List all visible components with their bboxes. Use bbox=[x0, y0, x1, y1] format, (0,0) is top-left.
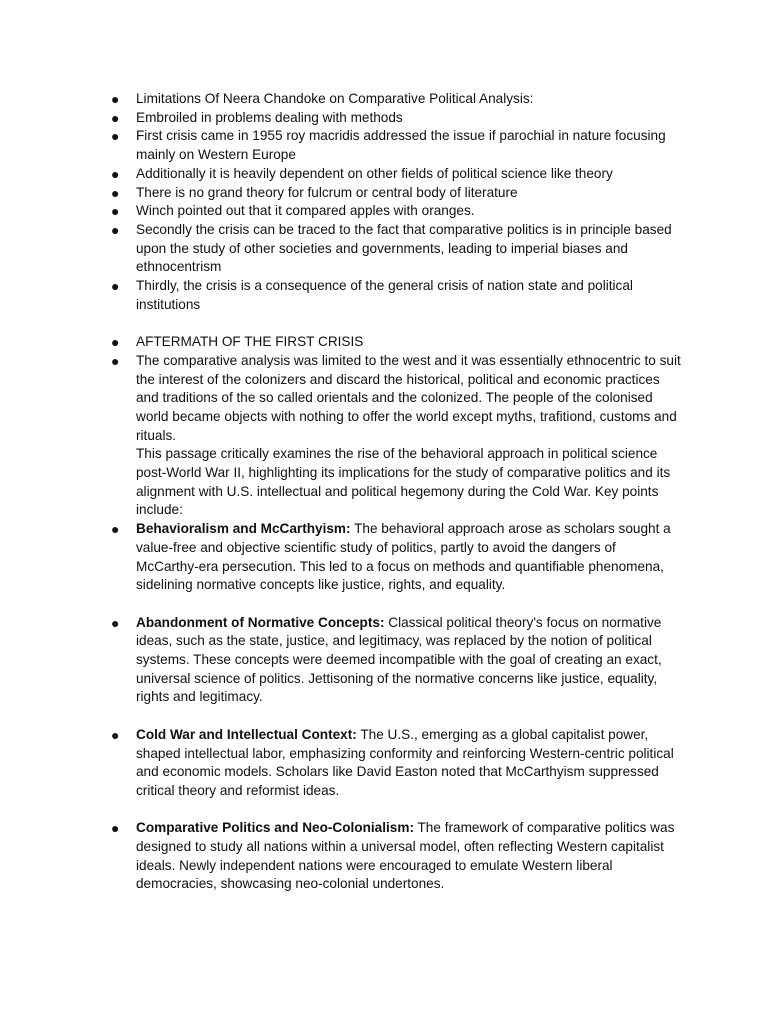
list-item-text: Secondly the crisis can be traced to the fact that comparative politics is in principle based upon the study of other societies and governments, leading to imperial biases and ethnocentrism bbox=[136, 221, 672, 275]
list-item-text: Limitations Of Neera Chandoke on Comparative Political Analysis: bbox=[136, 91, 534, 106]
key-point-title: Behavioralism and McCarthyism: bbox=[136, 521, 351, 537]
list-item bbox=[111, 277, 681, 314]
key-point-text: The framework of comparative politics was designed to study all nations within a universal model, often reflecting Western capitalist ideals. Newly independent nations were encouraged to emulate Western liberal democracies, showcasing neo-colonial undertones. bbox=[136, 820, 675, 892]
aftermath-item bbox=[111, 352, 681, 520]
list-item bbox=[111, 221, 681, 277]
key-point-text: Classical political theory's focus on normative ideas, such as the state, justice, and legitimacy, was replaced by the notion of political systems. These concepts were deemed incompatible with the goal of creating an exact, universal science of politics. Jettisoning of the normative concerns like justice, equality, rights and legitimacy. bbox=[136, 614, 662, 705]
aftermath-heading-item bbox=[111, 333, 681, 352]
key-point-title: Cold War and Intellectual Context: bbox=[136, 726, 357, 742]
key-point-title: Comparative Politics and Neo-Colonialism: bbox=[136, 820, 414, 836]
aftermath-paragraph: The comparative analysis was limited to the west and it was essentially ethnocentric to suit the interest of the colonizers and discard the historical, political and economic practices and traditions of the so called orientals and the colonized. The people of the colonised world became objects with nothing to offer the world except myths, trafitiond, customs and rituals. bbox=[136, 352, 681, 443]
bullet-icon: ● bbox=[111, 820, 120, 837]
key-point-text: The U.S., emerging as a global capitalist power, shaped intellectual labor, emphasizing conformity and reinforcing Western-centric political and economic models. Scholars like David Easton noted that McCarthyism suppressed critical theory and reformist ideas. bbox=[136, 726, 674, 798]
list-item-text: There is no grand theory for fulcrum or central body of literature bbox=[136, 184, 518, 200]
passage-intro-paragraph: This passage critically examines the rise of the behavioral approach in political science post-World War II, highlighting its implications for the study of comparative politics and its alignment with U.S. intellectual and political hegemony during the Cold War. Key points include: bbox=[136, 446, 671, 518]
list-item-text: Embroiled in problems dealing with methods bbox=[136, 109, 403, 125]
bullet-icon: ● bbox=[111, 128, 120, 145]
bullet-icon: ● bbox=[111, 221, 120, 238]
key-point-item bbox=[111, 614, 681, 708]
key-point-item bbox=[111, 520, 681, 595]
aftermath-heading: AFTERMATH OF THE FIRST CRISIS bbox=[136, 334, 364, 350]
list-item-text: Additionally it is heavily dependent on other fields of political science like theory bbox=[136, 165, 613, 181]
list-item bbox=[111, 202, 681, 221]
list-item bbox=[111, 184, 681, 203]
bullet-icon: ● bbox=[111, 184, 120, 201]
list-item bbox=[111, 165, 681, 184]
list-item-text: Thirdly, the crisis is a consequence of the general crisis of nation state and political institutions bbox=[136, 278, 633, 312]
bullet-icon: ● bbox=[111, 521, 120, 538]
bullet-icon: ● bbox=[111, 203, 120, 220]
document-list bbox=[111, 90, 688, 894]
list-item-text: Winch pointed out that it compared apples with oranges. bbox=[136, 203, 475, 219]
bullet-icon: ● bbox=[111, 726, 120, 743]
list-item-text: First crisis came in 1955 roy macridis addressed the issue if parochial in nature focusing mainly on Western Europe bbox=[136, 128, 666, 163]
bullet-icon: ● bbox=[111, 91, 120, 107]
list-item bbox=[111, 90, 681, 109]
bullet-icon: ● bbox=[111, 614, 120, 631]
bullet-icon: ● bbox=[111, 334, 120, 351]
list-item bbox=[111, 127, 681, 164]
bullet-icon: ● bbox=[111, 109, 120, 126]
key-point-text: The behavioral approach arose as scholars sought a value-free and objective scientific study of politics, partly to avoid the dangers of McCarthy-era persecution. This led to a focus on methods and quantifiable phenomena, sidelining normative concepts like justice, rights, and equality. bbox=[136, 521, 671, 593]
bullet-icon: ● bbox=[111, 278, 120, 295]
key-point-title: Abandonment of Normative Concepts: bbox=[136, 614, 385, 630]
bullet-icon: ● bbox=[111, 165, 120, 182]
key-point-item bbox=[111, 726, 681, 801]
key-point-item bbox=[111, 819, 681, 894]
bullet-icon: ● bbox=[111, 352, 120, 369]
list-item bbox=[111, 109, 681, 128]
